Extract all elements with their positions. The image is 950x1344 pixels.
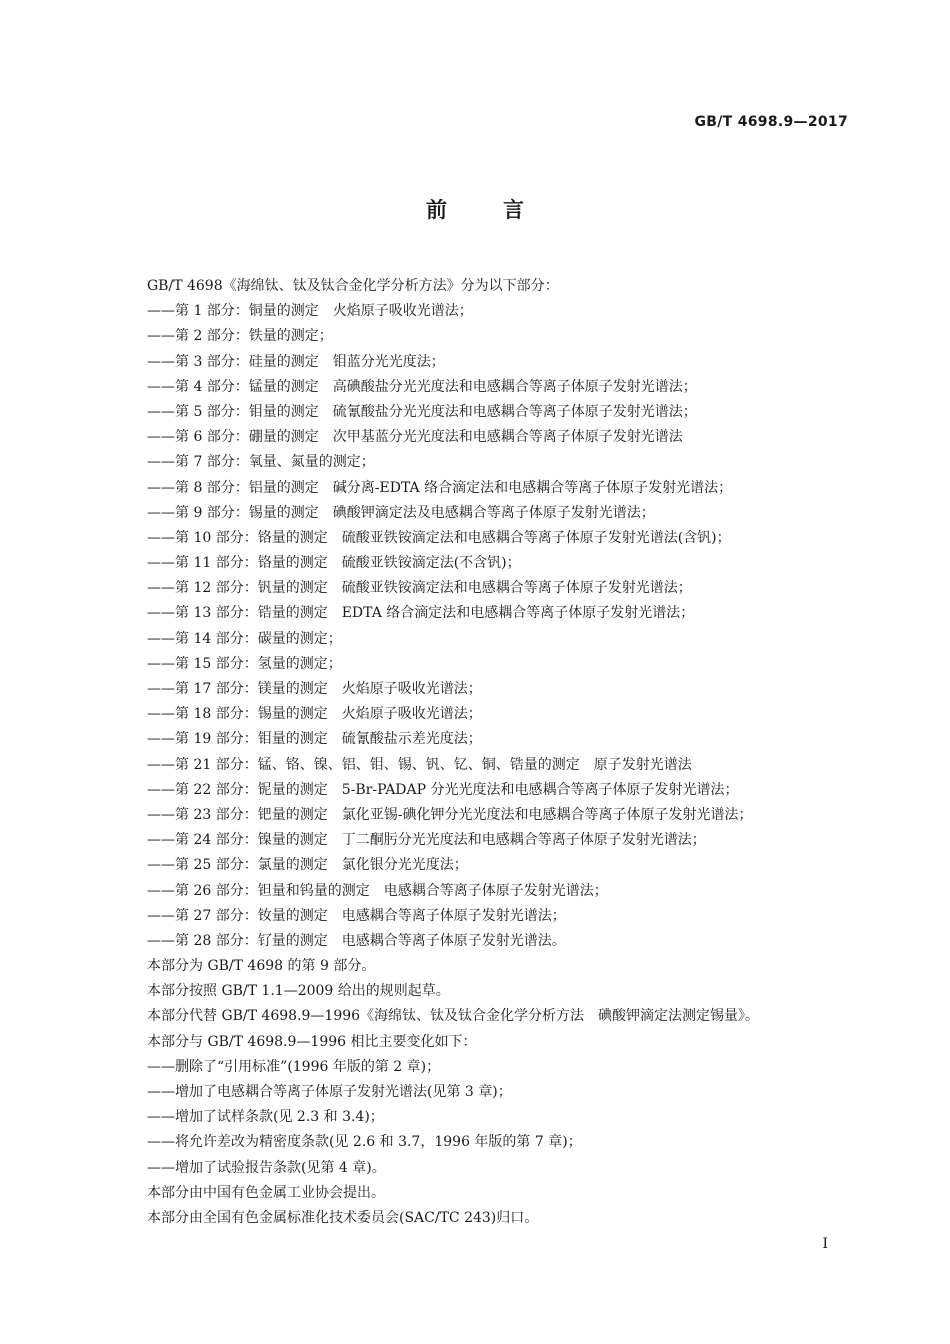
text-line: ——第 10 部分：铬量的测定 硫酸亚铁铵滴定法和电感耦合等离子体原子发射光谱法(含钒)； [147, 529, 731, 546]
text-line: ——第 8 部分：铝量的测定 碱分离-EDTA 络合滴定法和电感耦合等离子体原子发射光谱法； [147, 479, 733, 496]
text-line: ——第 3 部分：硅量的测定 钼蓝分光光度法； [147, 353, 445, 370]
standard-code: GB/T 4698.9—2017 [694, 114, 848, 130]
text-line: ——第 18 部分：锡量的测定 火焰原子吸收光谱法； [147, 706, 482, 723]
page-number: I [822, 1236, 828, 1252]
text-line: ——第 27 部分：钕量的测定 电感耦合等离子体原子发射光谱法； [147, 907, 566, 924]
text-line: 本部分代替 GB/T 4698.9—1996《海绵钛、钛及钛合金化学分析方法 碘酸钾滴定法测定锡量》。 [147, 1008, 760, 1025]
text-line: ——第 19 部分：钼量的测定 硫氰酸盐示差光度法； [147, 731, 482, 748]
text-line: 本部分由中国有色金属工业协会提出。 [147, 1184, 385, 1201]
text-line: ——第 12 部分：钒量的测定 硫酸亚铁铵滴定法和电感耦合等离子体原子发射光谱法； [147, 580, 692, 597]
text-line: ——第 1 部分：铜量的测定 火焰原子吸收光谱法； [147, 303, 473, 320]
text-line: ——第 9 部分：锡量的测定 碘酸钾滴定法及电感耦合等离子体原子发射光谱法； [147, 504, 655, 521]
text-line: ——第 15 部分：氢量的测定； [147, 655, 342, 672]
text-line: ——增加了电感耦合等离子体原子发射光谱法(见第 3 章)； [147, 1084, 512, 1100]
text-line: ——增加了试样条款(见 2.3 和 3.4)； [147, 1109, 384, 1126]
text-line: GB/T 4698《海绵钛、钛及钛合金化学分析方法》分为以下部分： [147, 278, 559, 294]
text-line: ——第 13 部分：锆量的测定 EDTA 络合滴定法和电感耦合等离子体原子发射光谱法； [147, 605, 695, 622]
text-line: ——第 21 部分：锰、铬、镍、铝、钼、锡、钒、钇、铜、锆量的测定 原子发射光谱法 [147, 756, 692, 773]
text-line: ——第 26 部分：钽量和钨量的测定 电感耦合等离子体原子发射光谱法； [147, 882, 608, 899]
text-line: 本部分与 GB/T 4698.9—1996 相比主要变化如下： [147, 1033, 477, 1050]
text-line: ——第 25 部分：氯量的测定 氯化银分光光度法； [147, 857, 468, 874]
page-title: 前言 [426, 198, 580, 222]
text-line: ——第 14 部分：碳量的测定； [147, 630, 342, 647]
text-line: ——第 22 部分：铌量的测定 5-Br-PADAP 分光光度法和电感耦合等离子体原子发射光谱法； [147, 781, 739, 798]
text-line: ——第 23 部分：钯量的测定 氯化亚锡-碘化钾分光光度法和电感耦合等离子体原子发射光谱法； [147, 806, 753, 823]
text-line: ——将允许差改为精密度条款(见 2.6 和 3.7，1996 年版的第 7 章)； [147, 1134, 582, 1151]
text-line: ——第 11 部分：铬量的测定 硫酸亚铁铵滴定法(不含钒)； [147, 555, 521, 572]
text-line: ——增加了试验报告条款(见第 4 章)。 [147, 1159, 386, 1176]
text-line: ——第 2 部分：铁量的测定； [147, 328, 333, 345]
text-line: ——第 7 部分：氧量、氮量的测定； [147, 454, 375, 471]
text-line: 本部分按照 GB/T 1.1—2009 给出的规则起草。 [147, 983, 450, 1000]
text-line: 本部分由全国有色金属标准化技术委员会(SAC/TC 243)归口。 [147, 1209, 539, 1226]
text-line: ——第 4 部分：锰量的测定 高碘酸盐分光光度法和电感耦合等离子体原子发射光谱法； [147, 378, 697, 395]
text-line: ——第 5 部分：钼量的测定 硫氰酸盐分光光度法和电感耦合等离子体原子发射光谱法； [147, 403, 697, 420]
text-line: ——删除了“引用标准”(1996 年版的第 2 章)； [147, 1058, 441, 1075]
text-line: ——第 17 部分：镁量的测定 火焰原子吸收光谱法； [147, 681, 482, 697]
text-line: 本部分为 GB/T 4698 的第 9 部分。 [147, 958, 376, 975]
text-line: ——第 6 部分：硼量的测定 次甲基蓝分光光度法和电感耦合等离子体原子发射光谱法 [147, 429, 683, 446]
text-line: ——第 28 部分：钌量的测定 电感耦合等离子体原子发射光谱法。 [147, 932, 566, 949]
text-line: ——第 24 部分：镍量的测定 丁二酮肟分光光度法和电感耦合等离子体原子发射光谱法； [147, 832, 706, 849]
foreword-body [147, 274, 867, 1231]
